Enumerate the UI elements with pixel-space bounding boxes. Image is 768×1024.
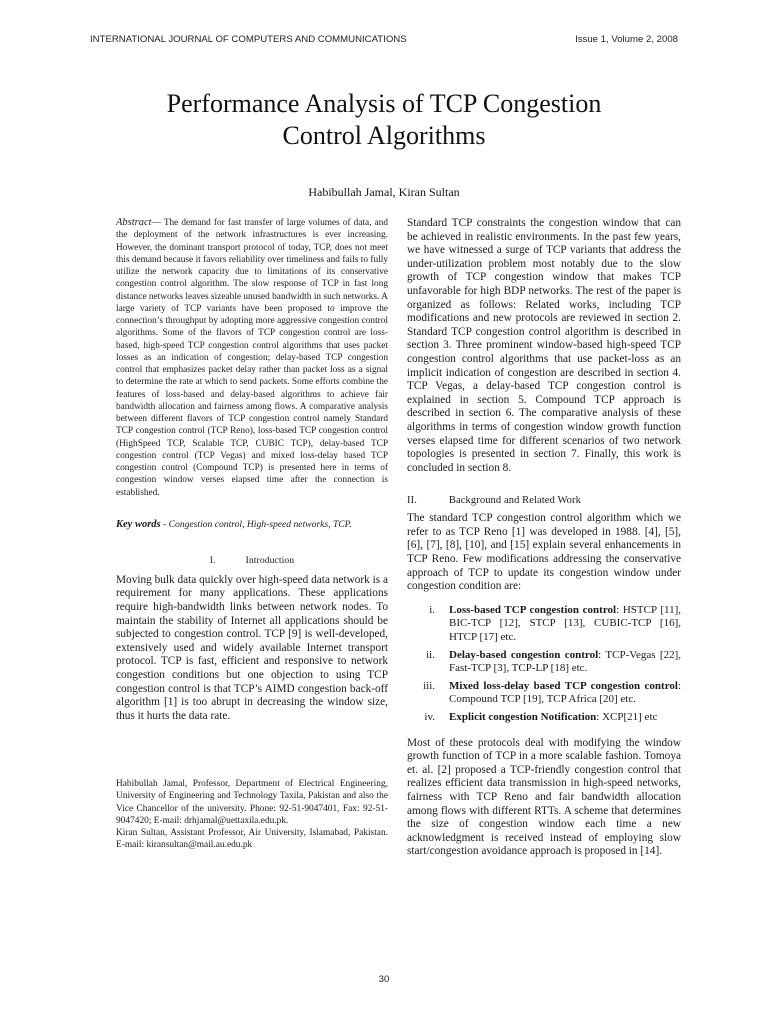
list-item-term: Delay-based congestion control [449,648,599,661]
page-number: 30 [378,974,390,985]
title-line-2: Control Algorithms [282,121,486,150]
left-column [116,217,388,852]
list-item-detail: : HSTCP [11], BIC-TCP [12], STCP [13], CUBIC-TCP [16], HTCP [17] etc. [449,603,681,644]
paper-title [90,88,678,152]
list-item [407,711,681,725]
section-number: I. [209,554,216,566]
footnote-author-1: Habibullah Jamal, Professor, Department of Electrical Engineering, University of Engineering and Technology Taxila, Pakistan and also the Vice Chancellor of the university. Phone: 92-51-9047401, Fax: 92-51-9047420; E-mail: drhjamal@uettaxila.edu.pk. [116,779,388,826]
abstract-heading: Abstract [116,217,152,228]
keywords-dash: - [160,518,169,530]
journal-name: INTERNATIONAL JOURNAL OF COMPUTERS AND COMMUNICATIONS [90,34,407,45]
section-heading-introduction [116,555,388,566]
keywords-text: Congestion control, High-speed networks, TCP. [168,518,352,530]
introduction-paragraph: Moving bulk data quickly over high-speed data network is a requirement for many applications. These applications require high-bandwidth links between network nodes. To maintain the stability of Internet all applications should be subjected to congestion control. TCP [9] is well-developed, extensively used and widely available Internet transport protocol. TCP is fast, efficient and responsive to network congestion conditions but one objection to using TCP congestion control is that TCP’s AIMD congestion back-off algorithm [1] is too abrupt in decreasing the window size, thus it hurts the data rate. [116,573,389,722]
related-work-paragraph: Most of these protocols deal with modifying the window growth function of TCP in a more scalable fashion. Tomoya et. al. [2] proposed a TCP-friendly congestion control that realizes efficient data transmission in high-speed networks, fairness with TCP Reno and fair bandwidth allocation among flows with different RTTs. A scheme that determines the size of congestion window each time a new acknowledgment is received instead of employing slow start/congestion avoidance approach is proposed in [14]. [407,736,681,858]
section-number: II. [407,495,417,507]
right-column [407,217,681,859]
abstract-dash: — [151,218,161,228]
list-item-number: iii. [423,679,435,692]
section-title: Introduction [245,554,295,566]
list-item-detail: : TCP-Vegas [22], Fast-TCP [3], TCP-LP [18] etc. [449,648,681,675]
list-item-term: Loss-based TCP congestion control [449,603,617,616]
list-item-term: Mixed loss-delay based TCP congestion control [449,679,678,692]
title-line-1: Performance Analysis of TCP Congestion [166,89,602,118]
list-item-text [449,649,681,676]
list-item [407,680,681,707]
paper-authors: Habibullah Jamal, Kiran Sultan [308,185,460,199]
list-item [407,604,681,645]
author-footnote [116,778,388,851]
list-item-text [449,711,681,725]
list-item-detail: : XCP[21] etc [596,711,658,723]
list-item-text [449,604,681,645]
list-item-number: iv. [424,711,435,723]
keywords-heading: Key words [116,518,161,530]
list-item-number: i. [429,603,435,616]
organization-paragraph: Standard TCP constraints the congestion window that can be achieved in realistic environments. In the past few years, we have witnessed a surge of TCP variants that address the under-utilization problem most notably due to the slow growth of TCP congestion window that makes TCP unfavorable for high BDP networks. The rest of the paper is organized as follows: Related works, including TCP modifications and new protocols are reviewed in section 2. Standard TCP congestion control algorithm is described in section 3. Three prominent window-based high-speed TCP congestion control algorithms that use packet-loss as an implicit indication of congestion are described in section 4. TCP Vegas, a delay-based TCP congestion control is explained in section 5. Compound TCP approach is described in section 6. The comparative analysis of these algorithms in terms of congestion window growth function verses elapsed time for different scenarios of two network topologies is presented in section 7. Finally, this work is concluded in section 8. [407,217,681,474]
list-item-text [449,680,681,707]
list-item-detail: : Compound TCP [19], TCP Africa [20] etc. [449,679,681,706]
background-paragraph: The standard TCP congestion control algorithm which we refer to as TCP Reno [1] was developed in 1988. [4], [5], [6], [7], [8], [10], and [15] explain several enhancements in TCP Reno. Few modifications addressing the conservative approach of TCP to update its congestion window under congestion condition are: [407,512,681,593]
list-item-term: Explicit congestion Notification [449,711,597,723]
section-heading-background [407,495,681,506]
modifications-list [407,604,681,725]
footnote-author-2: Kiran Sultan, Assistant Professor, Air University, Islamabad, Pakistan. E-mail: kiransultan@mail.au.edu.pk [116,828,388,851]
list-item-number: ii. [426,648,435,661]
abstract-text: The demand for fast transfer of large volumes of data, and the deployment of the network infrastructures is ever increasing. However, the dominant transport protocol of today, TCP, does not meet this demand because it favors reliability over timeliness and fails to fully utilize the network capacity due to limitations of its conservative congestion control algorithm. The slow response of TCP in fast long distance networks leaves sizeable unused bandwidth in such networks. A large variety of TCP variants have been proposed to improve the connection’s throughput by adopting more aggressive congestion control algorithms. Some of the flavors of TCP congestion control are loss-based, high-speed TCP congestion control algorithms that uses packet losses as an indication of congestion; delay-based TCP congestion control that emphasizes packet delay rather than packet loss as a signal to determine the rate at which to send packets. Some efforts combine the features of loss-based and delay-based algorithms to achieve fair bandwidth allocation and fairness among flows. A comparative analysis between different flavors of TCP congestion control namely Standard TCP congestion control (TCP Reno), loss-based TCP congestion control (HighSpeed TCP, Scalable TCP, CUBIC TCP), delay-based TCP congestion control (TCP Vegas) and mixed loss-delay based TCP congestion control (Compound TCP) is presented here in terms of congestion window verses elapsed time after the connection is established. [116,218,388,498]
abstract [116,217,388,499]
issue-info: Issue 1, Volume 2, 2008 [575,34,678,45]
keywords [116,519,388,531]
running-header [90,34,678,45]
section-title: Background and Related Work [448,495,581,507]
list-item [407,649,681,676]
